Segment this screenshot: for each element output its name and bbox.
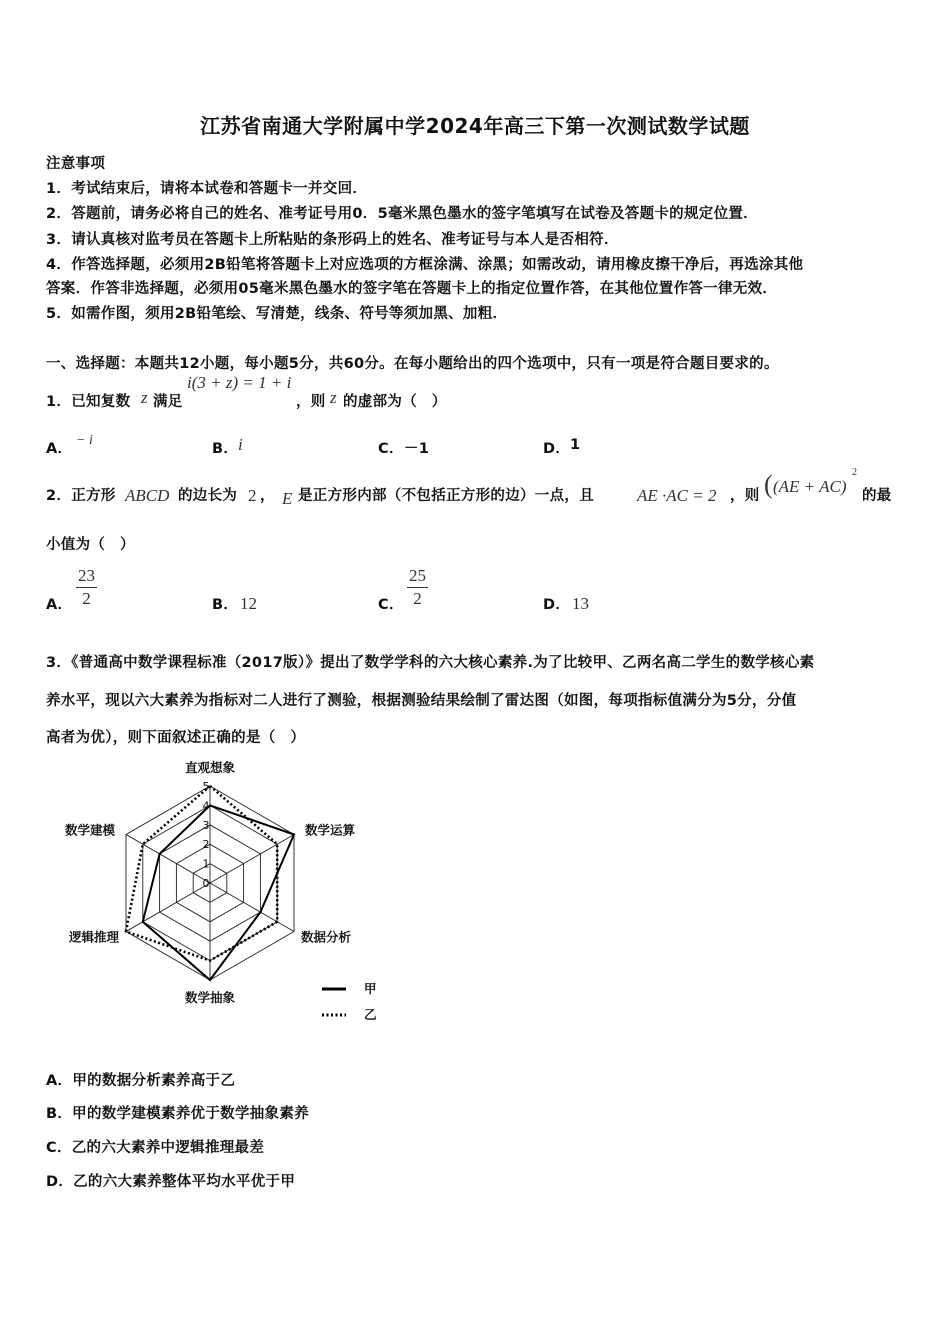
- q2-text4: 的最: [862, 488, 892, 504]
- q3-stem-line1: 3．《普通高中数学课程标准（2017版）》提出了数学学科的六大核心素养.为了比较甲、乙两名高二学生的数学核心素: [46, 655, 815, 671]
- radar-axis-label: 直观想象: [184, 760, 236, 775]
- q2-option-c-numerator: 25: [409, 566, 426, 585]
- page-title: 江苏省南通大学附属中学2024年高三下第一次测试数学试题: [200, 114, 750, 138]
- radar-scale-label: 0: [202, 877, 210, 890]
- q1-option-a: − i: [76, 433, 93, 448]
- q2-paren-open: (: [764, 470, 773, 499]
- q1-option-d-label: D．: [543, 441, 571, 457]
- radar-axis-label: 数学运算: [304, 822, 356, 838]
- notice-item: 4．作答选择题，必须用2B铅笔将答题卡上对应选项的方框涂满、涂黑；如需改动，请用橡皮擦干净后，再选涂其他: [46, 257, 804, 273]
- q2-text2: 是正方形内部（不包括正方形的边）一点，且: [298, 488, 594, 504]
- q2-stem-line2: 小值为（ ）: [46, 537, 135, 553]
- q1-var-z: z: [141, 388, 148, 407]
- q1-option-b-label: B．: [212, 441, 239, 457]
- q1-option-d: 1: [570, 437, 581, 453]
- radar-scale-label: 1: [202, 857, 210, 871]
- q2-option-c-denominator: 2: [413, 589, 422, 608]
- notice-item: 答案．作答非选择题，必须用05毫米黑色墨水的签字笔在答题卡上的指定位置作答，在其他位置作答一律无效．: [46, 281, 778, 297]
- radar-legend: [322, 981, 377, 1022]
- q2-option-c-label: C．: [378, 597, 404, 613]
- legend-label: 甲: [364, 981, 377, 996]
- radar-scale-label: 4: [202, 799, 210, 813]
- fraction-bar: [76, 587, 97, 588]
- section-heading: 一、选择题：本题共12小题，每小题5分，共60分。在每小题给出的四个选项中，只有一项是符合题目要求的。: [46, 356, 779, 372]
- q1-stem-post: ，则: [296, 394, 326, 410]
- q1-stem-end: 的虚部为（ ）: [343, 394, 447, 410]
- q2-option-b: 12: [240, 594, 257, 613]
- legend-label: 乙: [364, 1007, 377, 1022]
- q2-exponent: 2: [852, 467, 857, 478]
- radar-chart: [40, 755, 400, 1035]
- q1-option-b: i: [238, 435, 243, 454]
- q2-option-a-label: A．: [46, 597, 73, 613]
- q2-option-a-denominator: 2: [82, 589, 91, 608]
- q3-stem-line3: 高者为优），则下面叙述正确的是（ ）: [46, 730, 306, 746]
- q2-text3: ，则: [730, 488, 760, 504]
- q2-stem-pre: 2．正方形: [46, 488, 116, 504]
- radar-axis-line: [126, 883, 210, 932]
- q2-abcd: ABCD: [125, 486, 170, 505]
- q1-stem-pre: 1．已知复数: [46, 394, 131, 410]
- radar-scale-labels: [203, 780, 210, 890]
- radar-axis-label: 数据分析: [300, 929, 352, 945]
- notice-item: 1．考试结束后，请将本试卷和答题卡一并交回．: [46, 181, 368, 197]
- radar-axis-line: [126, 835, 210, 884]
- radar-scale-label: 5: [202, 780, 210, 793]
- radar-axis-label: 数学抽象: [184, 990, 236, 1005]
- radar-axis-label: 逻辑推理: [68, 929, 120, 945]
- q2-point-e: E: [282, 489, 293, 508]
- q3-option-c: C．乙的六大素养中逻辑推理最差: [46, 1140, 265, 1156]
- q2-side-length: 2: [248, 486, 257, 505]
- q2-text1: 的边长为: [178, 488, 238, 504]
- q2-option-a-fraction: [76, 566, 97, 609]
- q1-option-c-label: C．: [378, 441, 404, 457]
- notice-item: 2．答题前，请务必将自己的姓名、准考证号用0．5毫米黑色墨水的签字笔填写在试卷及答题卡的规定位置．: [46, 206, 758, 222]
- q1-option-c: －1: [404, 441, 430, 457]
- q3-option-a: A．甲的数据分析素养高于乙: [46, 1073, 236, 1089]
- q3-option-b: B．甲的数学建模素养优于数学抽象素养: [46, 1106, 309, 1122]
- q2-option-b-label: B．: [212, 597, 239, 613]
- q1-var-z2: z: [330, 388, 337, 407]
- notice-item: 5．如需作图，须用2B铅笔绘、写清楚，线条、符号等须加黑、加粗．: [46, 306, 508, 322]
- radar-axis-line: [210, 835, 294, 884]
- fraction-bar: [407, 587, 428, 588]
- q1-stem-mid: 满足: [153, 394, 183, 410]
- q2-option-a-numerator: 23: [78, 566, 95, 585]
- q2-condition: AE ·AC = 2: [637, 486, 717, 505]
- q2-option-c-fraction: [407, 566, 428, 609]
- q3-option-d: D．乙的六大素养整体平均水平优于甲: [46, 1174, 296, 1190]
- q1-option-a-label: A．: [46, 441, 73, 457]
- notice-heading: 注意事项: [46, 156, 106, 172]
- q2-comma: ，: [260, 488, 275, 504]
- q2-option-d-label: D．: [543, 597, 571, 613]
- q3-stem-line2: 养水平，现以六大素养为指标对二人进行了测验，根据测验结果绘制了雷达图（如图，每项指标值满分为5分，分值: [46, 693, 797, 709]
- q2-expression: (AE + AC): [773, 477, 847, 496]
- q1-formula: i(3 + z) = 1 + i: [187, 373, 292, 392]
- radar-scale-label: 2: [202, 838, 210, 852]
- radar-axis-label: 数学建模: [64, 822, 116, 838]
- q2-option-d: 13: [572, 594, 589, 613]
- radar-scale-label: 3: [202, 818, 210, 832]
- radar-axes: [126, 786, 294, 980]
- notice-item: 3．请认真核对监考员在答题卡上所粘贴的条形码上的姓名、准考证号与本人是否相符．: [46, 232, 619, 248]
